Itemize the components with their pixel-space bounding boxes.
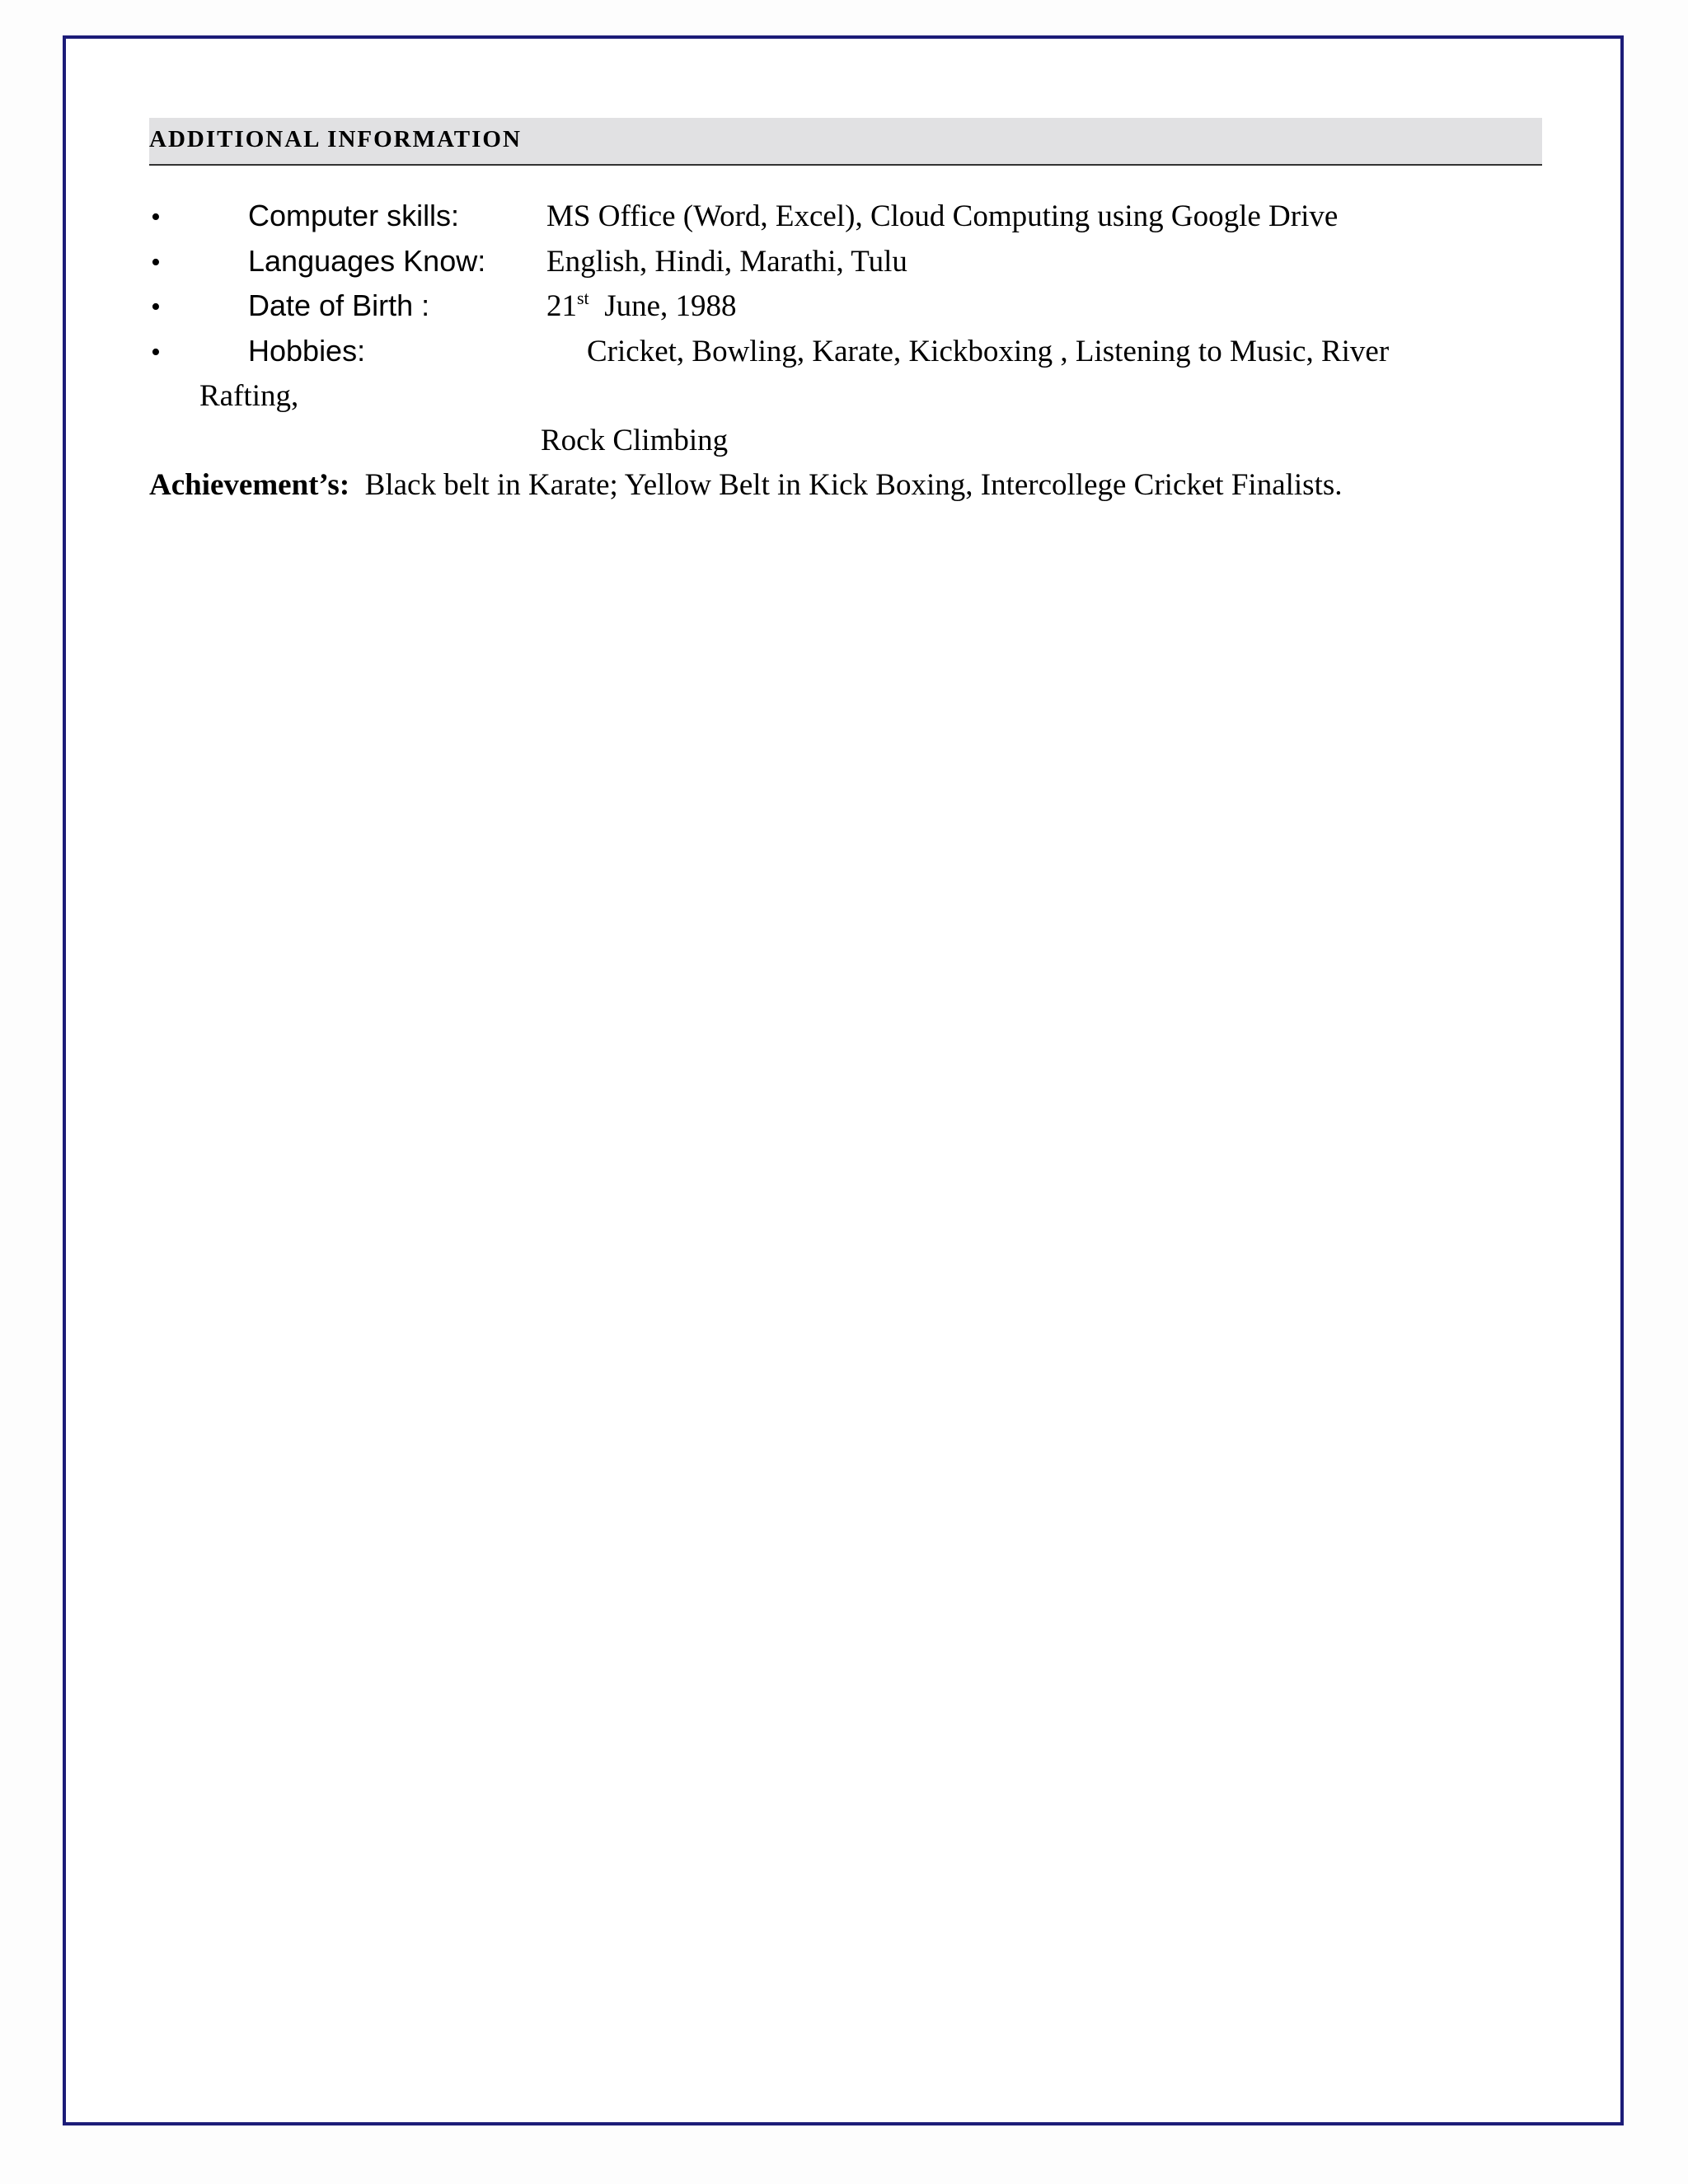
achievements-line (149, 470, 1343, 500)
bullet-icon: • (151, 292, 161, 322)
bullet-icon: • (151, 337, 161, 368)
hobbies-label: Hobbies: (248, 334, 366, 368)
languages-value: English, Hindi, Marathi, Tulu (546, 245, 907, 279)
dob-day-suffix: st (577, 288, 589, 308)
dob-label: Date of Birth : (248, 288, 430, 322)
achievements-text: Black belt in Karate; Yellow Belt in Kick Boxing, Intercollege Cricket Finalists. (364, 468, 1343, 502)
section-header-bar (149, 118, 1542, 166)
bullet-icon: • (151, 202, 161, 232)
dob-rest: June, 1988 (604, 289, 737, 323)
languages-label: Languages Know: (248, 244, 486, 278)
computer-skills-label: Computer skills: (248, 199, 460, 232)
computer-skills-value: MS Office (Word, Excel), Cloud Computing using Google Drive (546, 199, 1339, 233)
hobbies-value-line1: Cricket, Bowling, Karate, Kickboxing , Listening to Music, River (587, 335, 1390, 368)
hobbies-value-line2: Rafting, (199, 379, 299, 413)
hobbies-value-line3: Rock Climbing (541, 424, 729, 457)
section-title: ADDITIONAL INFORMATION (149, 126, 522, 152)
bullet-icon: • (151, 247, 161, 278)
dob-value (546, 288, 737, 323)
achievements-label: Achievement’s: (149, 468, 350, 502)
dob-day: 21 (546, 289, 577, 323)
